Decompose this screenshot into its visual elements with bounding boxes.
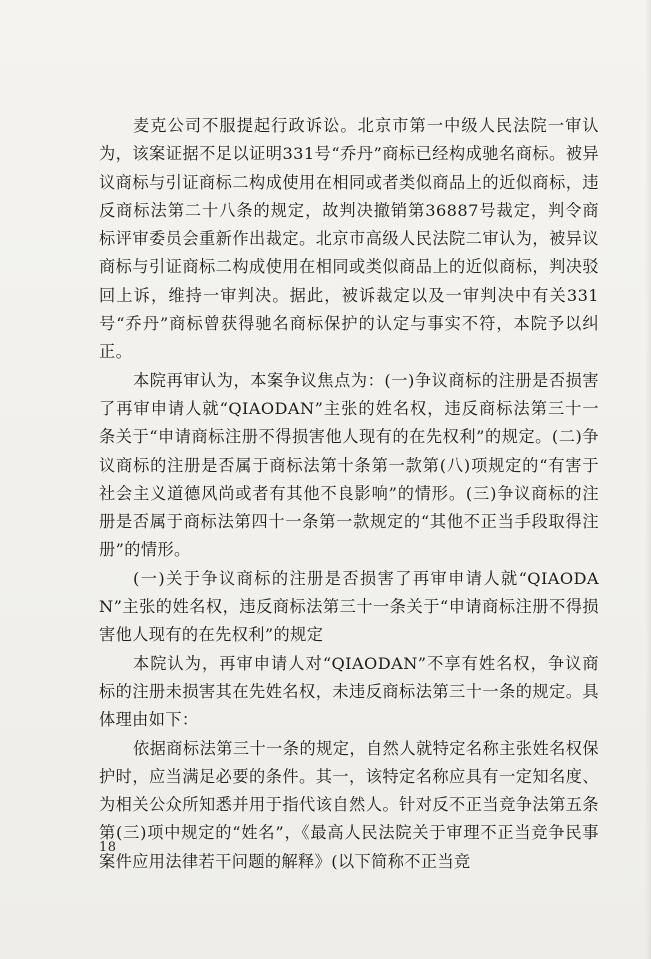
scan-edge-shadow — [645, 0, 651, 959]
paragraph-section-heading-one: (一)关于争议商标的注册是否损害了再审申请人就“QIAODAN”主张的姓名权，违反商标法第三十一条关于“申请商标注册不得损害他人现有的在先权利”的规定 — [99, 568, 599, 645]
paragraph-lawsuit-history: 麦克公司不服提起行政诉讼。北京市第一中级人民法院一审认为，该案证据不足以证明331号“乔丹”商标已经构成驰名商标。被异议商标与引证商标二构成使用在相同或者类似商品上的近似商标，违反商标法第二十八条的规定，故判决撤销第36887号裁定，判令商标评审委员会重新作出裁定。北京市高级人民法院二审认为，被异议商标与引证商标二构成使用在相同或类似商品上的近似商标，判决驳回上诉，维持一审判决。据此，被诉裁定以及一审判决中有关331号“乔丹”商标曾获得驰名商标保护的认定与事实不符，本院予以纠正。 — [99, 116, 599, 362]
paragraph-dispute-focus: 本院再审认为，本案争议焦点为：(一)争议商标的注册是否损害了再审申请人就“QIAODAN”主张的姓名权，违反商标法第三十一条关于“申请商标注册不得损害他人现有的在先权利”的规定。(二)争议商标的注册是否属于商标法第十条第一款第(八)项规定的“有害于社会主义道德风尚或者有其他不良影响”的情形。(三)争议商标的注册是否属于商标法第四十一条第一款规定的“其他不正当手段取得注册”的情形。 — [99, 370, 599, 560]
document-body — [99, 112, 599, 876]
paragraph-court-opinion: 本院认为，再审申请人对“QIAODAN”不享有姓名权，争议商标的注册未损害其在先姓名权，未违反商标法第三十一条的规定。具体理由如下： — [99, 653, 599, 730]
page-number: 18 — [99, 840, 117, 855]
paragraph-legal-basis: 依据商标法第三十一条的规定，自然人就特定名称主张姓名权保护时，应当满足必要的条件。其一，该特定名称应具有一定知名度、为相关公众所知悉并用于指代该自然人。针对反不正当竞争法第五条第(三)项中规定的“姓名”，《最高人民法院关于审理不正当竞争民事案件应用法律若干问题的解释》(以下简称不正当竞 — [99, 738, 599, 871]
